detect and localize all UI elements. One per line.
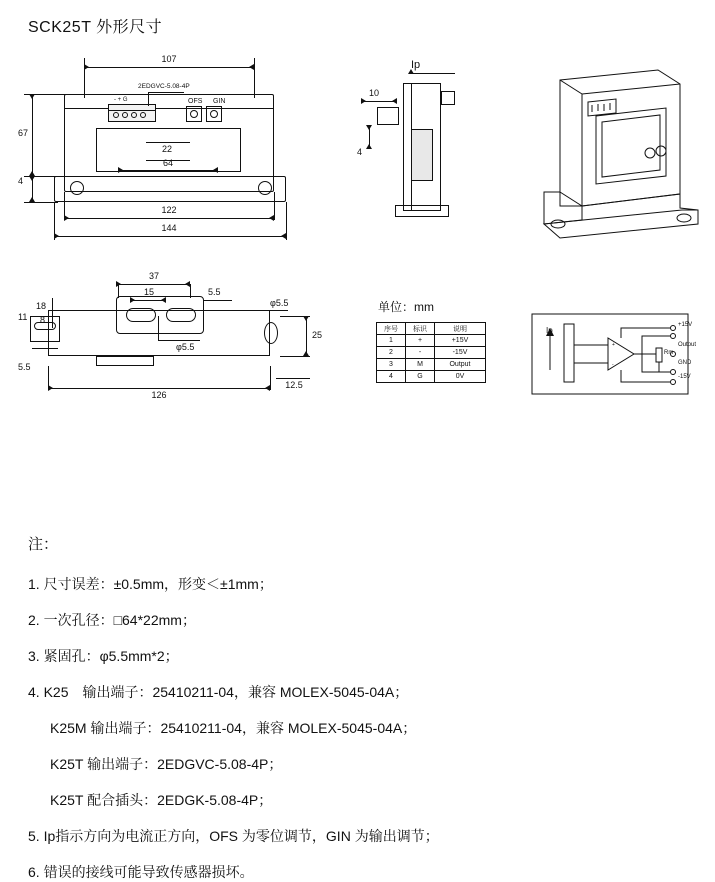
arrow-10-r [392, 98, 397, 104]
dim-line-37 [118, 284, 190, 285]
connector-leader-h [148, 92, 184, 93]
front-view-figure [18, 50, 318, 250]
hole-dia-1: φ5.5 [176, 342, 195, 352]
ext-144-right [286, 202, 287, 240]
dim-67: 67 [18, 128, 29, 138]
pin-no: 3 [377, 359, 406, 371]
dim-line-55b [32, 348, 58, 349]
connector-type-label: 2EDGVC-5.08-4P [138, 83, 190, 90]
pin-no: 1 [377, 335, 406, 347]
note-item: 2. 一次孔径：□64*22mm； [28, 612, 196, 628]
housing-lid-line [64, 108, 274, 109]
svg-text:-: - [612, 362, 614, 368]
table-row [377, 347, 486, 359]
dim-37: 37 [148, 271, 159, 281]
dim-64: 64 [162, 158, 173, 168]
ext-37-r [190, 284, 191, 298]
note-item: K25M 输出端子：25410211-04，兼容 MOLEX-5045-04A； [50, 720, 417, 736]
ext-25-t [280, 316, 310, 317]
hole-leader-1v [158, 316, 159, 340]
dim-22: 22 [161, 144, 172, 154]
circuit-gnd-label: GND [678, 360, 692, 366]
dim-line-8 [52, 314, 53, 328]
pin-mark: G [406, 371, 435, 383]
dim-8: 8 [40, 315, 46, 325]
slot-right [166, 308, 196, 322]
table-row [377, 371, 486, 383]
arrow-4-bot [29, 197, 35, 202]
dim-line-55a [204, 300, 232, 301]
dim-line-126 [48, 388, 270, 389]
side-foot [395, 205, 449, 217]
connector-pin-4 [140, 112, 146, 118]
dim-126: 126 [151, 390, 167, 400]
notes-heading: 注： [28, 536, 59, 553]
note-item: 6. 错误的接线可能导致传感器损坏。 [28, 864, 254, 880]
isometric-svg [530, 58, 700, 248]
dim-line-125 [276, 378, 310, 379]
gin-label: GIN [213, 98, 226, 105]
bottom-view-figure [18, 268, 338, 408]
arrow-4s-b [366, 144, 372, 149]
pin-desc: 0V [435, 371, 486, 383]
slot-left [126, 308, 156, 322]
ip-arrow-line [411, 73, 455, 74]
connector-pin-3 [131, 112, 137, 118]
side-body-block [411, 129, 433, 181]
dim-line-64 [118, 170, 218, 171]
dim-55-top: 5.5 [208, 287, 221, 297]
arrow-10-l [361, 98, 366, 104]
right-hole [264, 322, 278, 344]
pin-desc: -15V [435, 347, 486, 359]
dim-22-lead [146, 142, 190, 143]
ext-line-107-right [254, 58, 255, 98]
unit-label: 单位：mm [378, 300, 434, 314]
dim-15: 15 [143, 287, 154, 297]
note-item: 5. Ip指示方向为电流正方向，OFS 为零位调节，GIN 为输出调节； [28, 828, 439, 844]
note-item: 3. 紧固孔：φ5.5mm*2； [28, 648, 179, 664]
dim-144: 144 [161, 223, 177, 233]
arrow-64-right [213, 167, 218, 173]
circuit-output-label: Output [678, 342, 697, 348]
dim-4-side: 4 [357, 147, 363, 157]
pin-mark: - [406, 347, 435, 359]
ext-122-left [64, 192, 65, 220]
bottom-tab [96, 356, 154, 366]
dim-12-5: 12.5 [285, 380, 303, 390]
connector-top-line [108, 110, 156, 111]
dim-25: 25 [312, 330, 323, 340]
arrow-107-right [249, 64, 254, 70]
pin-table-header-1: 标识 [406, 323, 435, 335]
dim-line-107 [84, 67, 254, 68]
circuit-ip-label: Ip [546, 326, 553, 335]
arrow-15-r [161, 297, 166, 303]
dim-55-left: 5.5 [18, 362, 31, 372]
circuit-p15-label: +15V [678, 322, 693, 328]
mount-hole-right [258, 181, 272, 195]
pin-mark: M [406, 359, 435, 371]
circuit-rm-label: Rm [664, 350, 674, 356]
note-item: 1. 尺寸误差：±0.5mm，形变＜±1mm； [28, 576, 273, 592]
hole-dia-2: φ5.5 [270, 298, 289, 308]
ext-122-right [274, 192, 275, 220]
ofs-pot-inner [190, 110, 198, 118]
dim-11: 11 [18, 312, 28, 322]
arrow-4s-t [366, 125, 372, 130]
pin-table [376, 322, 486, 383]
ext-126-r [270, 366, 271, 390]
isometric-view-figure [530, 58, 700, 248]
pin-desc: +15V [435, 335, 486, 347]
circuit-n15-label: -15V [678, 374, 691, 380]
ofs-label: OFS [188, 98, 203, 105]
arrow-107-left [84, 64, 89, 70]
base-flange [54, 176, 286, 202]
hole-leader-1 [158, 340, 200, 341]
dim-122: 122 [161, 205, 177, 215]
pin-table-header-0: 序号 [377, 323, 406, 335]
ext-line-4-bot [24, 202, 58, 203]
pin-table-header-2: 说明 [435, 323, 486, 335]
connector-leader-v [148, 92, 149, 106]
note-item: K25T 配合插头：2EDGK-5.08-4P； [50, 792, 273, 808]
connector-pin-2 [122, 112, 128, 118]
dim-10: 10 [369, 88, 380, 98]
ext-144-left [54, 202, 55, 240]
hole-leader-2 [254, 310, 288, 311]
note-item: 4. K25 输出端子：25410211-04，兼容 MOLEX-5045-04A； [28, 684, 409, 700]
dim-107: 107 [161, 54, 177, 64]
pin-mark: + [406, 335, 435, 347]
pin-desc: Output [435, 359, 486, 371]
dim-4: 4 [18, 176, 24, 186]
ext-126-l [48, 366, 49, 390]
arrow-15-l [130, 297, 135, 303]
connector-pin-1 [113, 112, 119, 118]
pin-table-wrapper [376, 322, 486, 383]
table-row [377, 359, 486, 371]
svg-text:+: + [612, 342, 615, 348]
circuit-svg [530, 312, 693, 402]
mount-hole-left [70, 181, 84, 195]
page-title: SCK25T 外形尺寸 [28, 19, 163, 36]
dim-line-144 [54, 236, 286, 237]
gin-pot-inner [210, 110, 218, 118]
dim-line-122 [64, 218, 274, 219]
ip-label: Ip [411, 59, 421, 71]
arrow-64-left [118, 167, 123, 173]
dim-18: 18 [36, 301, 47, 311]
dim-line-25 [306, 316, 307, 356]
pin-no: 2 [377, 347, 406, 359]
pin-table-header-row [377, 323, 486, 335]
note-item: K25T 输出端子：2EDGVC-5.08-4P； [50, 756, 283, 772]
circuit-diagram [530, 312, 697, 402]
connector-pin-marks: - + G [114, 97, 128, 103]
side-top-nub [441, 91, 455, 105]
arrow-67-top [29, 94, 35, 99]
ext-37-l [118, 284, 119, 298]
table-row [377, 335, 486, 347]
side-tab [377, 107, 399, 125]
dim-line-67 [32, 94, 33, 176]
side-view-figure [355, 55, 485, 255]
ext-25-b [280, 356, 310, 357]
arrow-4-top [29, 176, 35, 181]
pin-no: 4 [377, 371, 406, 383]
